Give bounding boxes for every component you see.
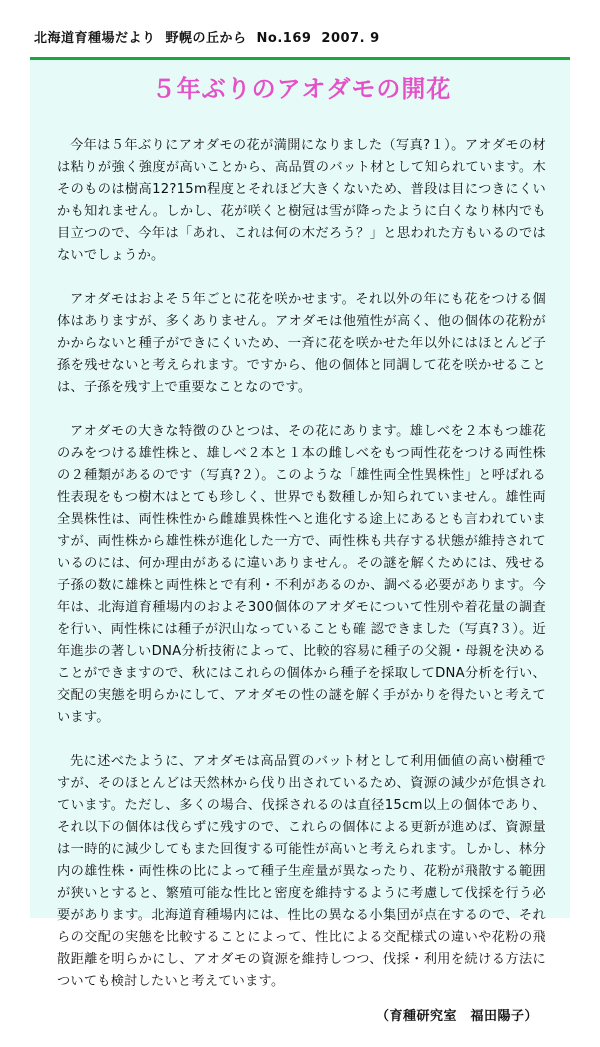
article-paragraph: アオダモはおよそ５年ごとに花を咲かせます。それ以外の年にも花をつける個体はありますが、多くありません。アオダモは他殖性が高く、他の個体の花粉がかからないと種子ができにくいため、一斉に花を咲かせた年以外にはほとんど子孫を残せないと考えられます。ですから、他の個体と同調して花を咲かせることは、子孫を残す上で重要なことなのです。 (57, 292, 546, 395)
article-title: ５年ぶりのアオダモの開花 (151, 75, 452, 103)
issue-number: No.169 (256, 31, 312, 46)
article (57, 60, 546, 993)
article-paragraph: アオダモの大きな特徴のひとつは、その花にあります。雄しべを２本もつ雄花のみをつける雄性株と、雄しべ２本と１本の雌しべをもつ両性花をつける両性株の２種類があるのです（写真?２）。このような「雄性両全性異株性」と呼ばれる性表現をもつ樹木はとても珍しく、世界でも数種しか知られていません。雄性両全異株性は、両性株性から雌雄異株性へと進化する途上にあるとも言われていますが、両性株から雄性株が進化した一方で、両性株も共存する状態が維持されているのには、何か理由があるに違いありません。その謎を解くためには、残せる子孫の数に雄株と両性株とで有利・不利があるのか、調べる必要があります。今年は、北海道育種場内のおよそ300個体のアオダモについて性別や着花量の調査を行い、両性株には種子が沢山なっていることも確 認できました（写真?３）。近年進歩の著しいDNA分析技術によって、比較的容易に種子の父親・母親を決めることができますので、秋にはこれらの個体から種子を採取してDNA分析を行い、交配の実態を明らかにして、アオダモの性の謎を解く手がかりを得たいと考えています。 (57, 424, 546, 725)
newsletter-header (34, 27, 380, 46)
article-paragraph: 今年は５年ぶりにアオダモの花が満開になりました（写真?１）。アオダモの材は粘りが強く強度が高いことから、高品質のバット材として知られています。木そのものは樹高12?15m程度とそれほど大きくないため、普段は目につきにくいかも知れません。しかし、花が咲くと樹冠は雪が降ったように白くなり林内でも目立つので、今年は「あれ、これは何の木だろう？」と思われた方もいるのではないでしょうか。 (57, 138, 546, 263)
article-paragraph: 先に述べたように、アオダモは高品質のバット材として利用価値の高い樹種ですが、そのほとんどは天然林から伐り出されているため、資源の減少が危惧されています。ただし、多くの場合、伐採されるのは直径15cm以上の個体であり、それ以下の個体は伐らずに残すので、これらの個体による更新が進めば、資源量は一時的に減少してもまた回復する可能性が高いと考えられます。しかし、林分内の雄性株・両性株の比によって種子生産量が異なったり、花粉が飛散する範囲が狭いとすると、繁殖可能な性比と密度を維持するように考慮して伐採を行う必要があります。北海道育種場内には、性比の異なる小集団が点在するので、それらの交配の実態を比較することによって、性比による交配様式の違いや花粉の飛散距離を明らかにし、アオダモの資源を維持しつつ、伐採・利用を続ける方法についても検討したいと考えています。 (57, 754, 546, 989)
newsletter-name: 北海道育種場だより (34, 31, 156, 46)
author-signature: （育種研究室 福田陽子） (375, 1009, 538, 1024)
series-name: 野幌の丘から (165, 31, 247, 46)
issue-date: 2007. 9 (321, 31, 380, 46)
